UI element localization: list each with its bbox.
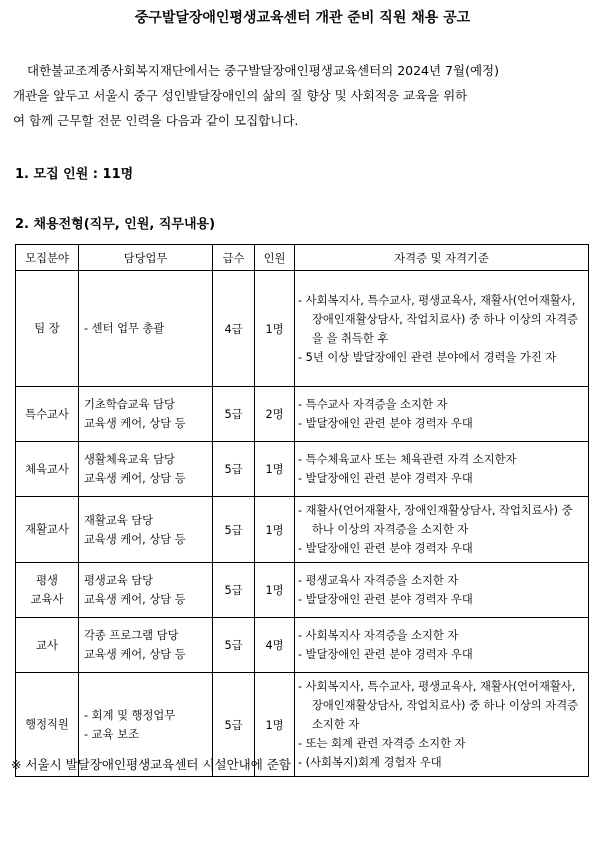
duty-line: 기초학습교육 담당	[84, 398, 175, 411]
duty-line: - 회계 및 행정업무	[84, 708, 176, 722]
duty-line: - 교육 보조	[84, 727, 139, 741]
cell-qualification	[295, 497, 589, 563]
cell-field	[16, 563, 79, 618]
cell-field	[16, 387, 79, 442]
intro-paragraph	[13, 58, 591, 133]
field-label: 특수교사	[25, 407, 69, 421]
document-title: 중구발달장애인평생교육센터 개관 준비 직원 채용 공고	[134, 10, 471, 26]
table-header-row	[16, 245, 589, 271]
field-label: 평생	[36, 574, 58, 587]
table-row	[16, 497, 589, 563]
cell-qualification	[295, 442, 589, 497]
cell-count: 1명	[255, 563, 295, 618]
intro-line: 개관을 앞두고 서울시 중구 성인발달장애인의 삶의 질 향상 및 사회적응 교육을 위하	[13, 88, 468, 103]
qualification-item: - 발달장애인 관련 분야 경력자 우대	[298, 648, 473, 661]
duty-line: - 센터 업무 총괄	[84, 322, 165, 335]
duty-line: 평생교육 담당	[84, 574, 154, 587]
table-row	[16, 271, 589, 387]
jobs-table	[15, 244, 589, 777]
cell-grade: 5급	[213, 618, 255, 673]
qualification-item: - (사회복지)회계 경험자 우대	[298, 756, 442, 769]
field-label: 팀 장	[34, 322, 60, 335]
cell-qualification	[295, 387, 589, 442]
duty-line: 교육생 케어, 상담 등	[84, 593, 186, 606]
cell-duty	[79, 387, 213, 442]
section-hiring-process: 2. 채용전형(직무, 인원, 직무내용)	[15, 217, 216, 232]
cell-count: 1명	[255, 442, 295, 497]
duty-line: 생활체육교육 담당	[84, 453, 175, 466]
cell-count: 1명	[255, 673, 295, 777]
cell-count: 1명	[255, 271, 295, 387]
qualification-item: - 재활사(언어재활사, 장애인재활상담사, 작업치료사) 중 하나 이상의 자격증을 소지한 자	[298, 504, 573, 536]
jobs-table-body	[16, 271, 589, 777]
qualification-item: - 발달장애인 관련 분야 경력자 우대	[298, 542, 473, 555]
cell-duty	[79, 442, 213, 497]
cell-grade: 5급	[213, 387, 255, 442]
cell-grade: 5급	[213, 442, 255, 497]
cell-count: 4명	[255, 618, 295, 673]
field-label: 재활교사	[25, 523, 69, 536]
cell-duty	[79, 618, 213, 673]
duty-line: 교육생 케어, 상담 등	[84, 648, 186, 661]
qualification-item: - 평생교육사 자격증을 소지한 자	[298, 574, 459, 587]
header-qualification: 자격증 및 자격기준	[295, 245, 589, 271]
header-count: 인원	[255, 245, 295, 271]
cell-grade: 5급	[213, 497, 255, 563]
intro-line: 대한불교조계종사회복지재단에서는 중구발달장애인평생교육센터의 2024년 7월(예정)	[27, 63, 499, 78]
cell-qualification	[295, 271, 589, 387]
header-duty: 담당업무	[79, 245, 213, 271]
qualification-item: - 특수체육교사 또는 체육관련 자격 소지한자	[298, 453, 517, 466]
duty-line: 교육생 케어, 상담 등	[84, 532, 186, 546]
qualification-item: - 발달장애인 관련 분야 경력자 우대	[298, 472, 473, 485]
qualification-item: - 사회복지사 자격증을 소지한 자	[298, 629, 459, 642]
duty-line: 교육생 케어, 상담 등	[84, 417, 186, 430]
header-field: 모집분야	[16, 245, 79, 271]
field-label: 체육교사	[25, 462, 69, 476]
table-row	[16, 563, 589, 618]
table-row	[16, 618, 589, 673]
cell-field	[16, 442, 79, 497]
cell-qualification	[295, 563, 589, 618]
qualification-item: - 발달장애인 관련 분야 경력자 우대	[298, 593, 473, 606]
table-row	[16, 387, 589, 442]
cell-field	[16, 618, 79, 673]
qualification-item: - 사회복지사, 특수교사, 평생교육사, 재활사(언어재활사, 장애인재활상담사, 작업치료사) 중 하나 이상의 자격증 소지한 자	[298, 680, 579, 731]
table-row	[16, 442, 589, 497]
duty-line: 재활교육 담당	[84, 513, 154, 527]
cell-qualification	[295, 618, 589, 673]
qualification-item: - 발달장애인 관련 분야 경력자 우대	[298, 417, 473, 430]
cell-grade: 4급	[213, 271, 255, 387]
cell-count: 1명	[255, 497, 295, 563]
cell-field	[16, 497, 79, 563]
header-grade: 급수	[213, 245, 255, 271]
cell-qualification	[295, 673, 589, 777]
cell-grade: 5급	[213, 563, 255, 618]
duty-line: 교육생 케어, 상담 등	[84, 472, 186, 485]
qualification-item: - 5년 이상 발달장애인 관련 분야에서 경력을 가진 자	[298, 350, 557, 364]
field-label: 행정직원	[25, 718, 69, 731]
field-label: 교육사	[30, 593, 64, 606]
intro-line: 여 함께 근무할 전문 인력을 다음과 같이 모집합니다.	[13, 113, 299, 128]
cell-grade: 5급	[213, 673, 255, 777]
qualification-item: - 특수교사 자격증을 소지한 자	[298, 398, 448, 411]
section-recruit-count: 1. 모집 인원 : 11명	[15, 167, 134, 182]
cell-count: 2명	[255, 387, 295, 442]
qualification-item: - 사회복지사, 특수교사, 평생교육사, 재활사(언어재활사, 장애인재활상담사, 작업치료사) 중 하나 이상의 자격증을 을 취득한 후	[298, 293, 579, 345]
cell-duty	[79, 563, 213, 618]
footnote: ※ 서울시 발달장애인평생교육센터 시설안내에 준함	[11, 757, 291, 772]
qualification-item: - 또는 회계 관련 자격증 소지한 자	[298, 737, 466, 750]
duty-line: 각종 프로그램 담당	[84, 629, 179, 642]
cell-duty	[79, 497, 213, 563]
cell-field	[16, 271, 79, 387]
field-label: 교사	[36, 638, 58, 652]
cell-duty	[79, 271, 213, 387]
